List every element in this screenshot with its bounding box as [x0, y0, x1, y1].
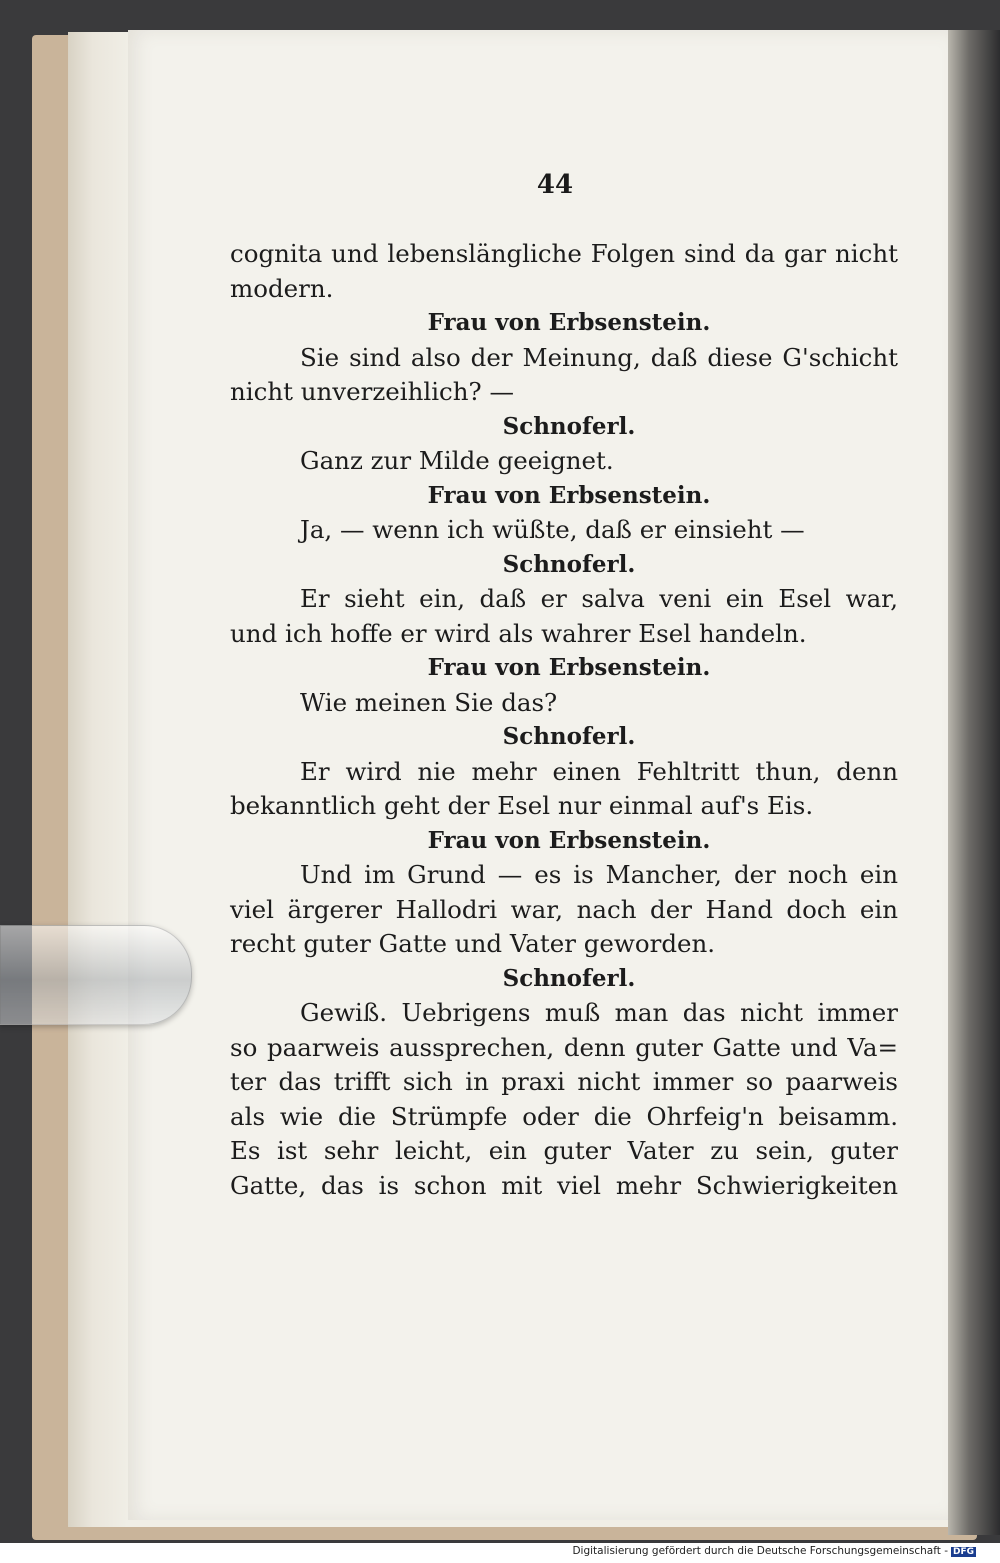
speaker-name: Schnoferl.: [502, 550, 636, 578]
speaker-name: Frau von Erbsenstein.: [427, 826, 711, 854]
text-line: nicht unverzeihlich? —: [230, 377, 514, 406]
text-line: Wie meinen Sie das?: [300, 687, 558, 717]
speaker-name: Schnoferl.: [502, 964, 636, 992]
text-line: bekanntlich geht der Esel nur einmal auf's Eis.: [230, 791, 814, 820]
text-line: Sie sind also der Meinung, daß diese G'schicht: [300, 342, 898, 372]
text-line: Er sieht ein, daß er salva veni ein Esel war,: [300, 584, 898, 613]
text-line: ter das trifft sich in praxi nicht immer so paarweis: [230, 1067, 898, 1096]
page-text: [230, 237, 898, 1203]
footer-credit: [572, 1545, 976, 1557]
text-line: Es ist sehr leicht, ein guter Vater zu sein, guter: [230, 1136, 898, 1165]
text-line: und ich hoffe er wird als wahrer Esel handeln.: [230, 618, 807, 648]
text-line: recht guter Gatte und Vater geworden.: [230, 929, 716, 958]
text-line: Gatte, das is schon mit viel mehr Schwierigkeiten: [230, 1170, 898, 1200]
text-line: Ganz zur Milde geeignet.: [300, 446, 614, 475]
footer-credit-text: Digitalisierung gefördert durch die Deutsche Forschungsgemeinschaft -: [572, 1545, 948, 1557]
text-line: Ja, — wenn ich wüßte, daß er einsieht —: [300, 515, 805, 544]
page-number: 44: [536, 170, 574, 200]
text-line: Gewiß. Uebrigens muß man das nicht immer: [300, 998, 898, 1027]
speaker-name: Frau von Erbsenstein.: [427, 654, 711, 681]
speaker-name: Schnoferl.: [502, 723, 636, 750]
text-line: so paarweis aussprechen, denn guter Gatte und Va=: [230, 1032, 898, 1062]
text-line: viel ärgerer Hallodri war, nach der Hand doch ein: [230, 894, 898, 924]
speaker-name: Schnoferl.: [502, 412, 636, 440]
glass-page-holder: [0, 925, 192, 1025]
text-line: Und im Grund — es is Mancher, der noch ein: [300, 860, 898, 889]
speaker-name: Frau von Erbsenstein.: [427, 309, 711, 336]
page-gutter-shadow: [948, 30, 1000, 1535]
speaker-name: Frau von Erbsenstein.: [427, 481, 711, 509]
text-line: Er wird nie mehr einen Fehltritt thun, denn: [300, 756, 898, 786]
text-line: modern.: [230, 273, 334, 303]
text-line: cognita und lebenslängliche Folgen sind da gar nicht: [230, 239, 898, 268]
text-line: als wie die Strümpfe oder die Ohrfeig'n beisamm.: [230, 1101, 898, 1131]
dfg-logo: DFG: [952, 1547, 974, 1557]
